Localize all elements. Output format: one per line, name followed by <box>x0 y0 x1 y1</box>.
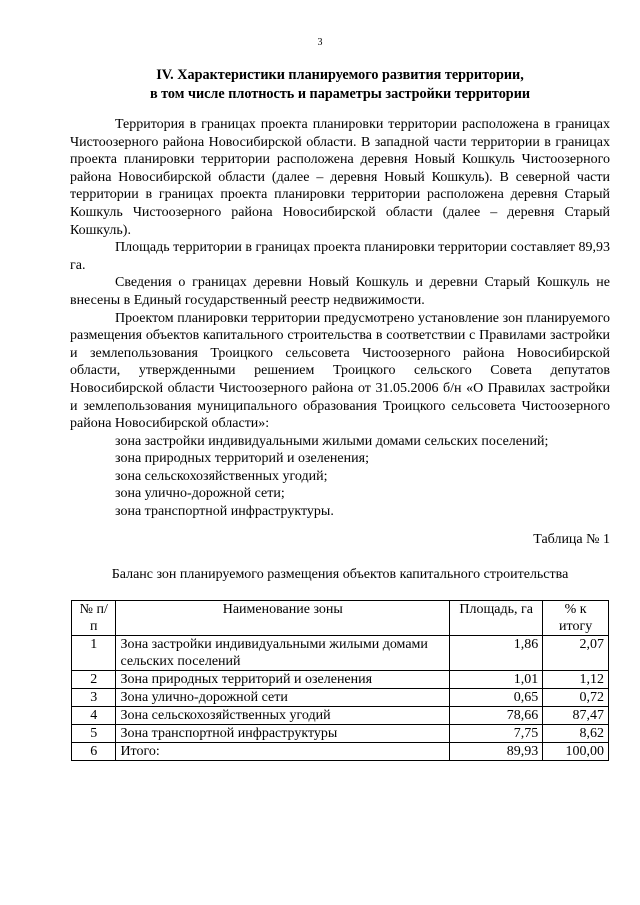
cell-area: 7,75 <box>450 725 543 743</box>
zone-balance-table <box>71 600 609 761</box>
table-row <box>72 671 609 689</box>
cell-area: 1,86 <box>450 636 543 671</box>
cell-percent: 8,62 <box>543 725 609 743</box>
paragraph-zones-intro: Проектом планировки территории предусмотрено установление зон планируемого размещения объектов капитального строительства в соответствии с Правилами застройки и землепользования Троицкого сельсовета Чистоозерного района Новосибирской области, утвержденными решением Троицкого сельского Совета депутатов Новосибирской области Чистоозерного района от 31.05.2006 б/н «О Правилах застройки и землепользования муниципального образования Троицкого сельсовета Чистоозерного района Новосибирской области»: <box>70 310 610 432</box>
cell-name: Зона транспортной инфраструктуры <box>116 725 450 743</box>
cell-name: Итого: <box>116 743 450 761</box>
cell-num: 4 <box>72 707 116 725</box>
cell-name: Зона сельскохозяйственных угодий <box>116 707 450 725</box>
zone-list-item: зона улично-дорожной сети; <box>115 486 285 502</box>
zone-list-item: зона транспортной инфраструктуры. <box>115 504 334 520</box>
table-row <box>72 725 609 743</box>
page-number: 3 <box>317 37 323 48</box>
header-area: Площадь, га <box>450 601 543 636</box>
cell-num: 5 <box>72 725 116 743</box>
cell-area: 1,01 <box>450 671 543 689</box>
cell-num: 3 <box>72 689 116 707</box>
heading-line-1: IV. Характеристики планируемого развития территории, <box>156 67 524 83</box>
paragraph-registry: Сведения о границах деревни Новый Кошкуль и деревни Старый Кошкуль не внесены в Единый государственный реестр недвижимости. <box>70 275 610 308</box>
header-num: № п/п <box>72 601 116 636</box>
table-caption: Баланс зон планируемого размещения объектов капитального строительства <box>111 567 569 582</box>
cell-percent: 2,07 <box>543 636 609 671</box>
body-text <box>70 116 610 521</box>
cell-num: 6 <box>72 743 116 761</box>
table-row <box>72 707 609 725</box>
paragraph-territory: Территория в границах проекта планировки территории расположена в границах Чистоозерного района Новосибирской области. В западной части территории в границах проекта планировки территории расположена деревня Новый Кошкуль Чистоозерного района Новосибирской области (далее – деревня Новый Кошкуль). В северной части территории в границах проекта планировки территории расположена деревня Старый Кошкуль Чистоозерного района Новосибирской области (далее – деревня Старый Кошкуль). <box>70 117 610 238</box>
header-name: Наименование зоны <box>116 601 450 636</box>
cell-name: Зона природных территорий и озеленения <box>116 671 450 689</box>
table-row <box>72 636 609 671</box>
zone-list-item: зона природных территорий и озеленения; <box>115 451 369 467</box>
cell-percent: 1,12 <box>543 671 609 689</box>
cell-num: 2 <box>72 671 116 689</box>
cell-num: 1 <box>72 636 116 671</box>
cell-percent: 87,47 <box>543 707 609 725</box>
table-total-row <box>72 743 609 761</box>
cell-name: Зона застройки индивидуальными жилыми домами сельских поселений <box>116 636 450 671</box>
table-label: Таблица № 1 <box>533 532 610 547</box>
header-percent: % к итогу <box>543 601 609 636</box>
zone-list-item: зона застройки индивидуальными жилыми домами сельских поселений; <box>115 433 549 449</box>
zone-list-item: зона сельскохозяйственных угодий; <box>115 468 328 484</box>
cell-name: Зона улично-дорожной сети <box>116 689 450 707</box>
table-header-row <box>72 601 609 636</box>
section-heading <box>70 66 610 104</box>
cell-percent: 0,72 <box>543 689 609 707</box>
heading-line-2: в том числе плотность и параметры застройки территории <box>149 86 531 102</box>
cell-area: 89,93 <box>450 743 543 761</box>
cell-area: 78,66 <box>450 707 543 725</box>
cell-area: 0,65 <box>450 689 543 707</box>
cell-percent: 100,00 <box>543 743 609 761</box>
paragraph-area: Площадь территории в границах проекта планировки территории составляет 89,93 га. <box>70 240 610 273</box>
table-row <box>72 689 609 707</box>
